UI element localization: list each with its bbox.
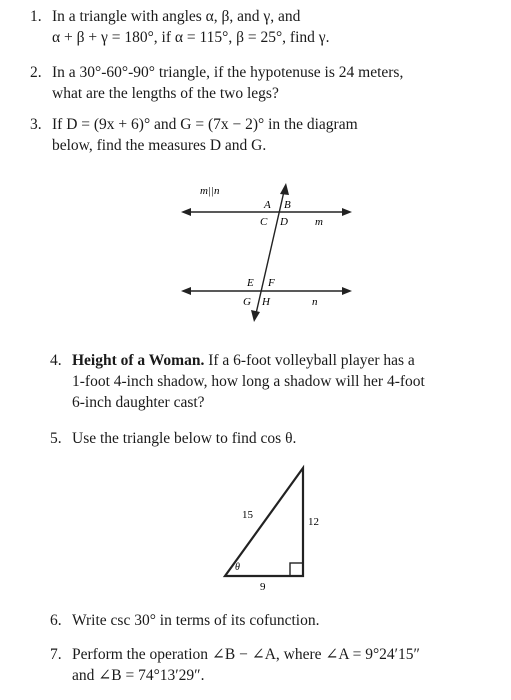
problem-line: Perform the operation ∠B − ∠A, where ∠A = 9°24′15″ <box>72 646 420 663</box>
problem-number: 3. <box>30 116 42 133</box>
line-label-n: n <box>312 296 318 308</box>
angle-label-a: A <box>264 199 271 211</box>
arrow-right-icon <box>342 287 352 295</box>
problem-number: 5. <box>50 430 62 447</box>
problem-line: and ∠B = 74°13′29″. <box>72 667 205 684</box>
arrow-right-icon <box>342 208 352 216</box>
problem-line: Use the triangle below to find cos θ. <box>72 430 297 447</box>
problem-line: In a triangle with angles α, β, and γ, and <box>52 8 301 25</box>
arrow-left-icon <box>181 287 191 295</box>
arrow-down-icon <box>251 310 260 322</box>
angle-label-f: F <box>268 277 275 289</box>
diagram-caption: m||n <box>200 185 220 197</box>
problem-line: α + β + γ = 180°, if α = 115°, β = 25°, find γ. <box>52 29 330 46</box>
problem-number: 1. <box>30 8 42 25</box>
problem-line: below, find the measures D and G. <box>52 137 267 154</box>
arrow-up-icon <box>280 183 289 195</box>
angle-label-h: H <box>262 296 270 308</box>
problem-line: If D = (9x + 6)° and G = (7x − 2)° in the diagram <box>52 116 358 133</box>
arrow-left-icon <box>181 208 191 216</box>
angle-label-c: C <box>260 216 268 228</box>
problem-number: 4. <box>50 352 62 369</box>
problem-line: If a 6-foot volleyball player has a <box>204 352 415 369</box>
problem-line: what are the lengths of the two legs? <box>52 85 279 102</box>
triangle <box>225 468 303 576</box>
hypotenuse-label: 15 <box>242 509 253 521</box>
problem-line: Write csc 30° in terms of its cofunction. <box>72 612 320 629</box>
problem-line: 6-inch daughter cast? <box>72 394 205 411</box>
angle-label-b: B <box>284 199 291 211</box>
problem-title: Height of a Woman. <box>72 352 205 369</box>
vertical-leg-label: 12 <box>308 516 319 528</box>
problem-line: 1-foot 4-inch shadow, how long a shadow will her 4-foot <box>72 373 425 390</box>
parallel-lines-diagram <box>175 182 360 322</box>
base-label: 9 <box>260 581 266 593</box>
right-angle-marker <box>290 563 303 576</box>
right-triangle-diagram <box>215 460 325 595</box>
angle-label-g: G <box>243 296 251 308</box>
angle-theta-label: θ <box>235 562 240 573</box>
angle-label-d: D <box>280 216 288 228</box>
problem-line: In a 30°-60°-90° triangle, if the hypotenuse is 24 meters, <box>52 64 404 81</box>
problem-number: 2. <box>30 64 42 81</box>
line-label-m: m <box>315 216 323 228</box>
problem-number: 6. <box>50 612 62 629</box>
angle-label-e: E <box>247 277 254 289</box>
problem-number: 7. <box>50 646 62 663</box>
